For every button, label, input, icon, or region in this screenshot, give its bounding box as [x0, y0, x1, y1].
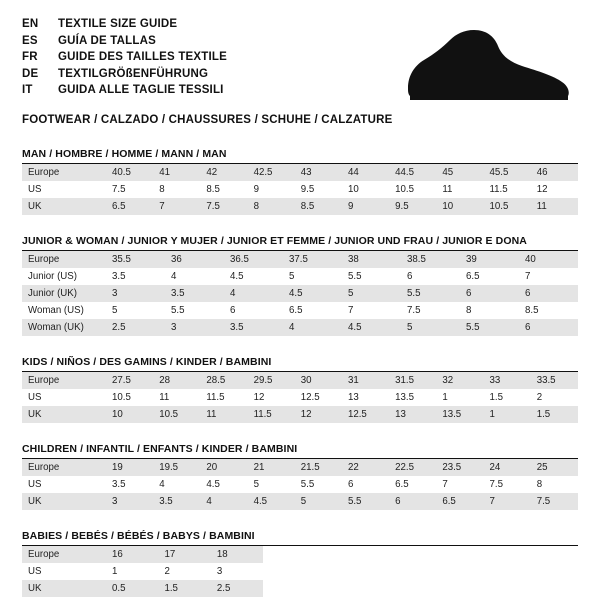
row-label: Junior (US) — [28, 270, 77, 282]
cell: 7 — [153, 198, 200, 215]
cell: 10 — [106, 406, 153, 423]
size-table-kids — [22, 372, 578, 423]
cell: 31 — [342, 372, 389, 389]
row-label: UK — [22, 493, 106, 510]
cell: 9 — [342, 198, 389, 215]
language-title: GUÍA DE TALLAS — [58, 34, 156, 47]
cell: 1.5 — [531, 406, 578, 423]
row-label: Europe — [22, 459, 106, 476]
cell: 5 — [342, 285, 401, 302]
language-titles — [22, 16, 227, 99]
cell: 4.5 — [248, 493, 295, 510]
cell: 5.5 — [171, 304, 185, 316]
table-row — [22, 302, 578, 319]
cell: 7 — [525, 270, 531, 282]
cell: 2 — [536, 391, 543, 403]
cell: 18 — [211, 546, 263, 563]
table-row — [22, 459, 578, 476]
row-label: Europe — [22, 372, 106, 389]
cell: 3.5 — [165, 285, 224, 302]
cell: 3 — [165, 319, 224, 336]
cell: 8.5 — [525, 304, 539, 316]
cell: 38 — [342, 251, 401, 268]
cell: 6 — [389, 493, 436, 510]
cell: 11 — [159, 391, 170, 403]
cell: 31.5 — [389, 372, 436, 389]
section-babies — [22, 530, 578, 597]
cell: 1 — [484, 406, 531, 423]
cell: 8 — [159, 183, 165, 195]
row-label: UK — [22, 580, 106, 597]
cell: 9.5 — [389, 198, 436, 215]
cell: 5 — [112, 304, 118, 316]
cell: 36 — [165, 251, 224, 268]
cell: 7.5 — [407, 304, 421, 316]
table-row — [22, 372, 578, 389]
section-kids — [22, 356, 578, 423]
cell: 10.5 — [153, 406, 200, 423]
cell: 21 — [248, 459, 295, 476]
row-label: US — [28, 478, 42, 490]
cell: 23.5 — [436, 459, 483, 476]
cell: 6 — [230, 304, 236, 316]
cell: 6.5 — [106, 198, 153, 215]
row-label: Europe — [22, 251, 106, 268]
cell: 1 — [442, 391, 448, 403]
language-code: DE — [22, 67, 39, 80]
section-title: CHILDREN / INFANTIL / ENFANTS / KINDER / BAMBINI — [22, 443, 578, 459]
cell: 22.5 — [389, 459, 436, 476]
dress-shoe-icon — [394, 26, 574, 106]
cell: 36.5 — [224, 251, 283, 268]
cell: 3.5 — [112, 478, 126, 490]
cell: 5.5 — [348, 270, 362, 282]
cell: 12.5 — [300, 391, 320, 403]
cell: 6 — [407, 270, 413, 282]
cell: 24 — [484, 459, 531, 476]
cell: 11.5 — [248, 406, 295, 423]
cell: 13 — [389, 406, 436, 423]
cell: 9 — [253, 183, 259, 195]
cell: 5 — [401, 319, 460, 336]
table-row — [22, 319, 578, 336]
cell: 39 — [460, 251, 519, 268]
cell: 7.5 — [531, 493, 578, 510]
cell: 22 — [342, 459, 389, 476]
row-label: Woman (UK) — [22, 319, 106, 336]
cell: 10.5 — [112, 391, 131, 403]
cell: 42.5 — [248, 164, 295, 181]
table-row — [22, 476, 578, 493]
cell: 1 — [112, 565, 118, 577]
cell: 3 — [106, 285, 165, 302]
size-table-man — [22, 164, 578, 215]
cell: 6 — [460, 285, 519, 302]
cell: 7.5 — [200, 198, 247, 215]
table-row — [22, 251, 578, 268]
row-label: US — [28, 183, 42, 195]
cell: 2.5 — [106, 319, 165, 336]
table-row — [22, 389, 578, 406]
cell: 45 — [436, 164, 483, 181]
row-label: Junior (UK) — [22, 285, 106, 302]
section-junior-woman — [22, 235, 578, 336]
cell: 10.5 — [484, 198, 531, 215]
cell: 32 — [436, 372, 483, 389]
table-row — [22, 563, 578, 580]
language-row — [22, 82, 227, 99]
cell: 11.5 — [489, 183, 508, 195]
cell: 5.5 — [300, 478, 315, 490]
language-title: TEXTILGRÖßENFÜHRUNG — [58, 67, 209, 80]
cell: 2 — [164, 565, 170, 577]
language-row — [22, 16, 227, 33]
language-code: EN — [22, 18, 39, 30]
cell: 17 — [158, 546, 210, 563]
row-label: UK — [22, 406, 106, 423]
cell: 33 — [484, 372, 531, 389]
cell: 5.5 — [460, 319, 519, 336]
section-title: KIDS / NIÑOS / DES GAMINS / KINDER / BAMBINI — [22, 356, 578, 372]
cell: 3.5 — [153, 493, 200, 510]
cell: 12.5 — [342, 406, 389, 423]
cell: 38.5 — [401, 251, 460, 268]
table-row — [22, 268, 578, 285]
row-label: US — [28, 391, 42, 403]
cell: 13.5 — [395, 391, 414, 403]
cell: 12 — [536, 183, 548, 195]
cell: 37.5 — [283, 251, 342, 268]
table-row — [22, 406, 578, 423]
cell: 10 — [436, 198, 483, 215]
table-row — [22, 493, 578, 510]
language-code: FR — [22, 51, 38, 63]
cell: 6 — [519, 285, 578, 302]
table-row — [22, 181, 578, 198]
language-code: ES — [22, 34, 38, 47]
cell: 7 — [348, 304, 354, 316]
language-row — [22, 49, 227, 66]
cell: 20 — [200, 459, 247, 476]
cell: 4 — [200, 493, 247, 510]
section-title: BABIES / BEBÉS / BÉBÉS / BABYS / BAMBINI — [22, 530, 578, 546]
row-label: Europe — [22, 546, 106, 563]
cell: 4 — [224, 285, 283, 302]
cell: 6 — [519, 319, 578, 336]
language-title: GUIDA ALLE TAGLIE TESSILI — [58, 84, 224, 96]
cell: 43 — [295, 164, 342, 181]
cell: 11 — [200, 406, 247, 423]
cell: 44.5 — [389, 164, 436, 181]
cell: 3 — [216, 565, 223, 577]
cell: 5 — [295, 493, 342, 510]
cell: 11 — [531, 198, 578, 215]
cell: 13 — [347, 391, 359, 403]
cell: 7.5 — [489, 478, 503, 490]
cell: 6.5 — [466, 270, 480, 282]
cell: 11 — [442, 183, 453, 195]
cell: 33.5 — [531, 372, 578, 389]
row-label: Woman (US) — [28, 304, 84, 316]
section-title: MAN / HOMBRE / HOMME / MANN / MAN — [22, 148, 578, 164]
language-row — [22, 66, 227, 83]
cell: 28 — [153, 372, 200, 389]
header — [22, 16, 578, 99]
table-row — [22, 198, 578, 215]
cell: 45.5 — [484, 164, 531, 181]
cell: 46 — [531, 164, 578, 181]
cell: 44 — [342, 164, 389, 181]
cell: 8 — [248, 198, 295, 215]
cell: 3 — [106, 493, 153, 510]
cell: 19 — [106, 459, 153, 476]
cell: 10.5 — [395, 183, 414, 195]
cell: 11.5 — [206, 391, 225, 403]
table-row — [22, 164, 578, 181]
cell: 6.5 — [395, 478, 409, 490]
cell: 3.5 — [112, 270, 126, 282]
cell: 12 — [295, 406, 342, 423]
cell: 7 — [484, 493, 531, 510]
size-table-babies — [22, 546, 578, 597]
cell: 4.5 — [342, 319, 401, 336]
cell: 6.5 — [289, 304, 303, 316]
language-row — [22, 33, 227, 50]
size-table-junior-woman — [22, 251, 578, 336]
cell: 4 — [171, 270, 177, 282]
cell: 2.5 — [211, 580, 263, 597]
cell: 21.5 — [295, 459, 342, 476]
cell: 25 — [531, 459, 578, 476]
category-title: FOOTWEAR / CALZADO / CHAUSSURES / SCHUHE / CALZATURE — [22, 113, 393, 126]
table-row — [22, 546, 578, 563]
row-label: UK — [22, 198, 106, 215]
cell: 6.5 — [436, 493, 483, 510]
row-label: US — [28, 565, 42, 577]
cell: 6 — [347, 478, 354, 490]
table-row — [22, 580, 578, 597]
cell: 30 — [295, 372, 342, 389]
section-man — [22, 148, 578, 215]
table-row — [22, 285, 578, 302]
section-children — [22, 443, 578, 510]
cell: 4.5 — [283, 285, 342, 302]
cell: 19.5 — [153, 459, 200, 476]
cell: 8.5 — [295, 198, 342, 215]
cell: 1.5 — [158, 580, 210, 597]
cell: 4.5 — [206, 478, 220, 490]
cell: 7.5 — [112, 183, 126, 195]
cell: 0.5 — [106, 580, 158, 597]
row-label: Europe — [22, 164, 106, 181]
cell: 40 — [519, 251, 578, 268]
cell: 28.5 — [200, 372, 247, 389]
cell: 5 — [289, 270, 295, 282]
cell: 1.5 — [489, 391, 503, 403]
cell: 16 — [106, 546, 158, 563]
cell: 10 — [347, 183, 359, 195]
cell: 9.5 — [300, 183, 315, 195]
cell: 7 — [442, 478, 448, 490]
cell: 4 — [159, 478, 165, 490]
cell: 3.5 — [224, 319, 283, 336]
cell: 5.5 — [342, 493, 389, 510]
cell: 41 — [153, 164, 200, 181]
cell: 42 — [200, 164, 247, 181]
cell: 8 — [536, 478, 543, 490]
cell: 29.5 — [248, 372, 295, 389]
cell: 12 — [253, 391, 265, 403]
size-table-children — [22, 459, 578, 510]
cell: 40.5 — [106, 164, 153, 181]
cell: 5 — [253, 478, 259, 490]
language-title: TEXTILE SIZE GUIDE — [58, 18, 178, 30]
section-title: JUNIOR & WOMAN / JUNIOR Y MUJER / JUNIOR ET FEMME / JUNIOR UND FRAU / JUNIOR E DONA — [22, 235, 578, 251]
language-title: GUIDE DES TAILLES TEXTILE — [58, 51, 227, 63]
cell: 4 — [283, 319, 342, 336]
cell: 35.5 — [106, 251, 165, 268]
cell: 8 — [466, 304, 472, 316]
cell: 8.5 — [206, 183, 220, 195]
cell: 27.5 — [106, 372, 153, 389]
language-code: IT — [22, 84, 33, 96]
cell: 4.5 — [230, 270, 244, 282]
cell: 5.5 — [401, 285, 460, 302]
cell: 13.5 — [436, 406, 483, 423]
